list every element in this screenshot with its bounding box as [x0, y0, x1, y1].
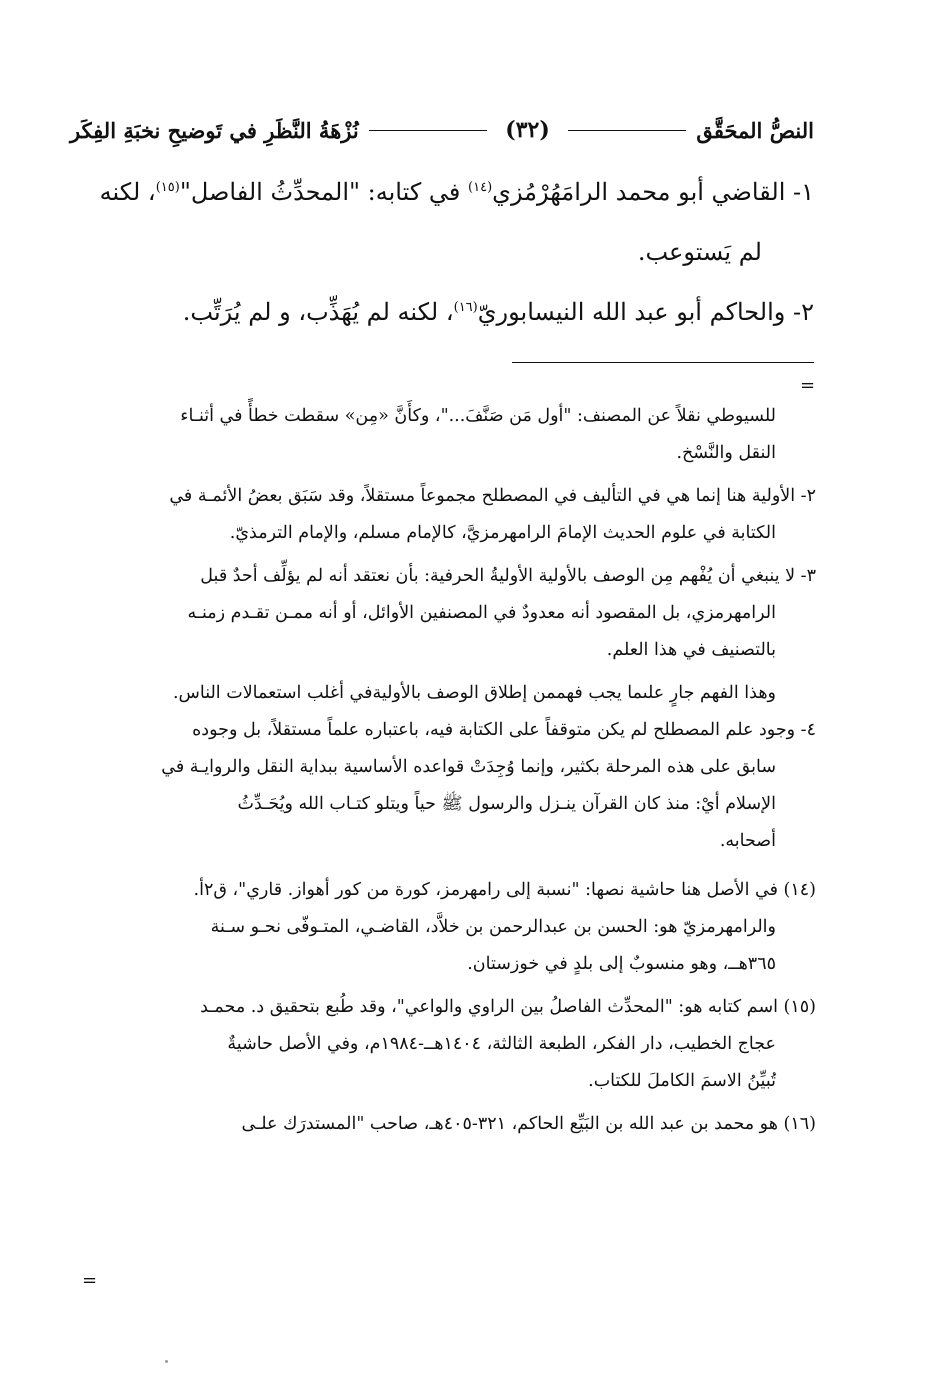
note-line: الإسلام أيْ: منذ كان القرآن ينـزل والرسول ﷺ حياً ويتلو كتـاب الله ويُحَـدِّثُ	[237, 794, 776, 814]
footnotes	[72, 398, 816, 1143]
note-line: أصحابه.	[719, 831, 776, 851]
main-text	[70, 162, 814, 342]
note-line: ٣- لا ينبغي أن يُفْهم مِن الوصف بالأولية الأوليةُ الحرفية: بأن نعتقد أنه لم يؤلِّف أحدٌ قبل	[200, 566, 816, 586]
note-line: الرامهرمزي، بل المقصود أنه معدودٌ في المصنفين الأوائل، أو أنه ممـن تقـدم زمنـه	[187, 603, 776, 623]
note-line: عجاج الخطيب، دار الفكر، الطبعة الثالثة، ١٤٠٤هــ-١٩٨٤م، وفي الأصل حاشيةٌ	[227, 1034, 776, 1054]
section-label: النصُّ المحَقَّق	[696, 117, 814, 143]
note-line: والرامهرمزيّ هو: الحسن بن عبدالرحمن بن خلاَّد، القاضـي، المتـوفّى نحـو سـنة	[210, 917, 776, 937]
item2-text-b: ، لكنه لم يُهَذِّب، و لم يُرَتِّب.	[182, 298, 454, 326]
note-line: بالتصنيف في هذا العلم.	[606, 640, 776, 660]
item1-text-a: ١- القاضي أبو محمد الرامَهُرْمُزي	[492, 178, 814, 206]
note-line: ٣٦٥هــ، وهو منسوبٌ إلى بلدٍ في خوزستان.	[467, 954, 776, 974]
footnote-separator	[512, 362, 814, 363]
footnote-ref-14[interactable]: (١٤)	[468, 180, 493, 195]
note-line: النقل والنَّسْخ.	[676, 443, 776, 463]
main-item-1	[70, 162, 814, 222]
note-line: (١٤) في الأصل هنا حاشية نصها: "نسبة إلى رامهرمز، كورة من كور أهواز. قاري"، ق٢أ.	[193, 880, 816, 900]
running-header	[70, 110, 814, 150]
note-line: ٤- وجود علم المصطلح لم يكن متوقفاً على الكتابة فيه، باعتباره علماً مستقلاً، بل وجوده	[192, 720, 816, 740]
page-number: (٣٢)	[505, 117, 550, 143]
note-line: (١٥) اسم كتابه هو: "المحدِّث الفاصلُ بين الراوي والواعي"، وقد طُبع بتحقيق د. محمـد	[200, 997, 816, 1017]
note-line: تُبيِّنُ الاسمَ الكاملَ للكتاب.	[588, 1071, 776, 1091]
scan-speck	[165, 1360, 168, 1363]
note-line: للسيوطي نقلاً عن المصنف: "أول مَن صَنَّفَ..."، وكأَنَّ «مِن» سقطت خطأً في أثنـاء	[180, 406, 776, 426]
continuation-mark-bottom: =	[82, 1270, 98, 1291]
footnote-ref-15[interactable]: (١٥)	[155, 180, 180, 195]
book-title: نُزْهَةُ النَّظَرِ في تَوضيحِ نخبَةِ الفِكَر	[70, 117, 359, 143]
header-rule-right	[568, 130, 687, 131]
note-line: الكتابة في علوم الحديث الإمامَ الرامهرمزيَّ، كالإمام مسلم، والإمام الترمذيّ.	[229, 523, 776, 543]
footnote-ref-16[interactable]: (١٦)	[453, 300, 478, 315]
main-item-2	[70, 282, 814, 342]
continuation-mark-top: =	[800, 375, 816, 396]
header-rule-left	[369, 130, 488, 131]
item1-text-c: ، لكنه	[99, 178, 156, 206]
item1-text-b: في كتابه: "المحدِّثُ الفاصل"	[179, 178, 469, 206]
note-line: وهذا الفهم جارٍ علىما يجب فهممن إطلاق الوصف بالأوليةفي أغلب استعمالات الناس.	[172, 683, 776, 703]
item2-text-a: ٢- والحاكم أبو عبد الله النيسابوريّ	[477, 298, 814, 326]
main-item-1-continued: لم يَستوعب.	[637, 238, 762, 266]
note-line: ٢- الأولية هنا إنما هي في التأليف في المصطلح مجموعاً مستقلاً، وقد سَبَق بعضُ الأئمـة في	[169, 486, 816, 506]
note-line: (١٦) هو محمد بن عبد الله بن البَيِّع الحاكم، ٣٢١-٤٠٥هـ، صاحب "المستدرَك علـى	[241, 1114, 816, 1134]
note-line: سابق على هذه المرحلة بكثير، وإنما وُجِدَتْ قواعده الأساسية ببداية النقل والروايـة في	[161, 757, 776, 777]
